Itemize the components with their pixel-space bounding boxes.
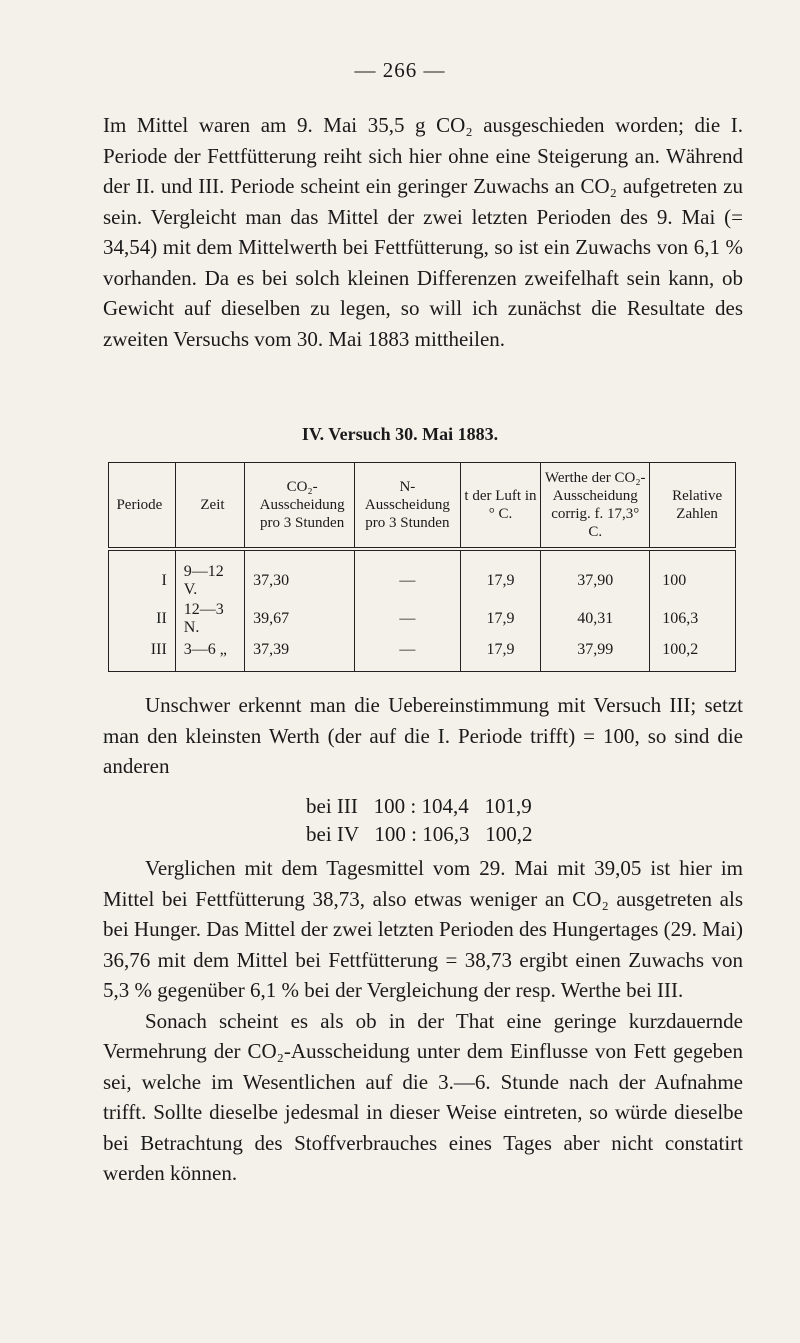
paragraph-2: Unschwer erkennt man die Uebereinstimmung mit Versuch III; setzt man den kleinsten Werth (der auf die I. Periode trifft) = 100, so sind die anderen [103,693,743,778]
paragraph-3: Verglichen mit dem Tagesmittel vom 29. Mai mit 39,05 ist hier im Mittel bei Fettfütterung 38,73, also etwas weniger an CO₂ ausgetreten als bei Hunger. Das Mittel der zwei letzten Perioden des Hungertages (29. Mai) 36,76 mit dem Mittel bei Fettfütterung = 38,73 ergibt einen Zuwachs von 5,3 % gegenüber 6,1 % bei der Vergleichung der resp. Werthe bei III. [103,856,743,1002]
cell-temperature: 17,9 [460,638,541,672]
results-table [108,462,736,672]
cell-relative: 100,2 [650,638,736,672]
cell-co2: 39,67 [245,600,355,638]
cell-zeit: 12—3 N. [175,600,244,638]
paragraph-1: Im Mittel waren am 9. Mai 35,5 g CO₂ ausgeschieden worden; die I. Periode der Fettfütterung reiht sich hier ohne eine Steigerung an. Während der II. und III. Periode scheint ein geringer Zuwachs an CO₂ aufgetreten zu sein. Vergleicht man das Mittel der zwei letzten Perioden des 9. Mai (= 34,54) mit dem Mittelwerth bei Fettfütterung, so ist ein Zuwachs von 6,1 % vorhanden. Da es bei solch kleinen Differenzen zweifelhaft sein kann, ob Gewicht auf dieselben zu legen, so will ich zunächst die Resultate des zweiten Versuchs vom 30. Mai 1883 mittheilen. [103,113,743,351]
header-periode: Periode [109,463,176,550]
cell-relative: 100 [650,549,736,600]
paragraph-4: Sonach scheint es als ob in der That eine geringe kurzdauernde Vermehrung der CO₂-Ausscheidung unter dem Einflusse von Fett gegeben sei, welche im Wesentlichen auf die 3.—6. Stunde nach der Aufnahme trifft. Sollte dieselbe jedesmal in dieser Weise eintreten, so würde dieselbe bei Betrachtung des Stoffverbrauches eines Tages aber nicht constatirt werden können. [103,1008,743,1185]
header-relative: Relative Zahlen [650,463,736,550]
table-row [109,600,736,638]
header-n: N-Ausscheidung pro 3 Stunden [355,463,461,550]
table-title: IV. Versuch 30. Mai 1883. [301,424,499,444]
cell-periode: I [109,549,176,600]
cell-n: — [355,638,461,672]
table-row [109,638,736,672]
header-co2: CO₂-Ausscheidung pro 3 Stunden [245,463,355,550]
header-corrected-values: Werthe der CO₂-Ausscheidung corrig. f. 17,3° C. [541,463,650,550]
cell-corrected: 37,90 [541,549,650,600]
ratio-line-iv: bei IV 100 : 106,3 100,2 [306,822,533,846]
cell-periode: III [109,638,176,672]
cell-zeit: 3—6 „ [175,638,244,672]
cell-temperature: 17,9 [460,549,541,600]
cell-co2: 37,39 [245,638,355,672]
cell-temperature: 17,9 [460,600,541,638]
results-table-container [108,462,736,672]
table-header-row [109,463,736,550]
cell-corrected: 40,31 [541,600,650,638]
table-row [109,549,736,600]
ratio-line-iii: bei III 100 : 104,4 101,9 [306,794,532,818]
header-temperature: t der Luft in ° C. [460,463,541,550]
cell-relative: 106,3 [650,600,736,638]
cell-zeit: 9—12 V. [175,549,244,600]
cell-corrected: 37,99 [541,638,650,672]
header-zeit: Zeit [175,463,244,550]
cell-co2: 37,30 [245,549,355,600]
cell-n: — [355,549,461,600]
text-block-conclusion [103,853,743,1189]
cell-periode: II [109,600,176,638]
page-number: — 266 — [354,58,446,82]
cell-n: — [355,600,461,638]
